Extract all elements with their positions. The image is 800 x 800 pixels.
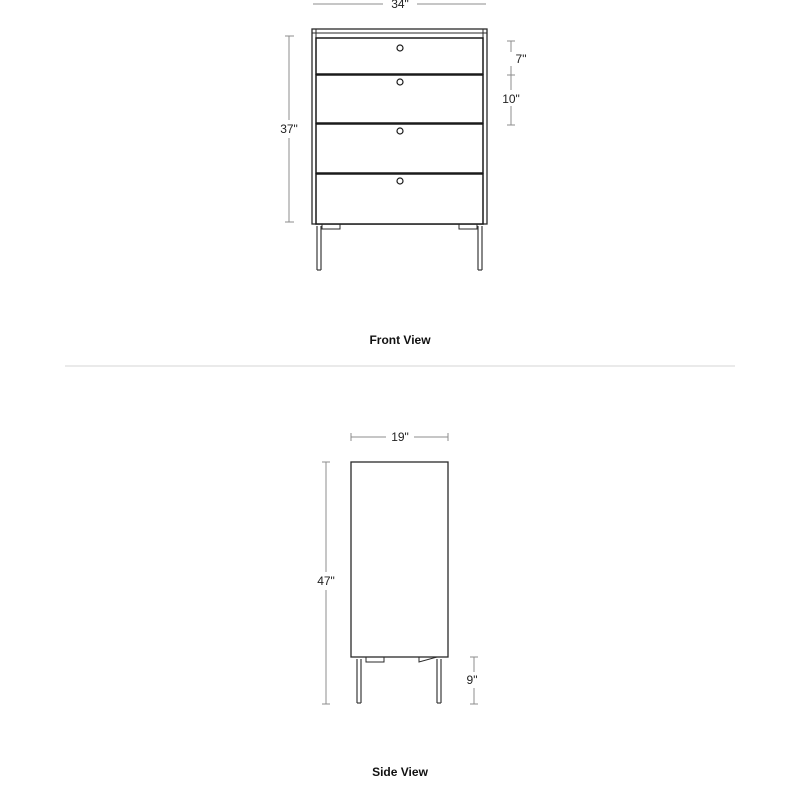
drawer-pull-4 (397, 178, 403, 184)
lower-drawer-dimension (502, 75, 520, 125)
drawer-pull-1 (397, 45, 403, 51)
leg-height-dimension (467, 657, 478, 704)
side-cabinet-panel (351, 462, 448, 657)
side-back-leg-bracket (366, 657, 384, 662)
front-view (280, 0, 526, 347)
top-drawer-dimension (507, 41, 526, 75)
drawer-1 (316, 38, 483, 74)
side-view-caption: Side View (372, 765, 428, 779)
side-view (317, 430, 478, 779)
front-width-label: 34" (391, 0, 409, 11)
front-left-leg (317, 226, 321, 270)
side-height-label: 47" (317, 574, 335, 588)
front-view-caption: Front View (369, 333, 431, 347)
side-depth-label: 19" (391, 430, 409, 444)
front-width-dimension (313, 0, 486, 11)
side-back-leg (357, 659, 361, 703)
leg-height-label: 9" (466, 673, 478, 687)
lower-drawer-label: 10" (502, 92, 520, 106)
drawer-pull-2 (397, 79, 403, 85)
side-front-leg-bracket (419, 657, 437, 662)
side-height-dimension (317, 462, 335, 704)
side-depth-dimension (351, 430, 448, 444)
drawer-pull-3 (397, 128, 403, 134)
front-height-dimension (280, 36, 298, 222)
top-drawer-label: 7" (515, 52, 527, 66)
side-front-leg (437, 659, 441, 703)
front-right-leg (478, 226, 482, 270)
front-height-label: 37" (280, 122, 298, 136)
